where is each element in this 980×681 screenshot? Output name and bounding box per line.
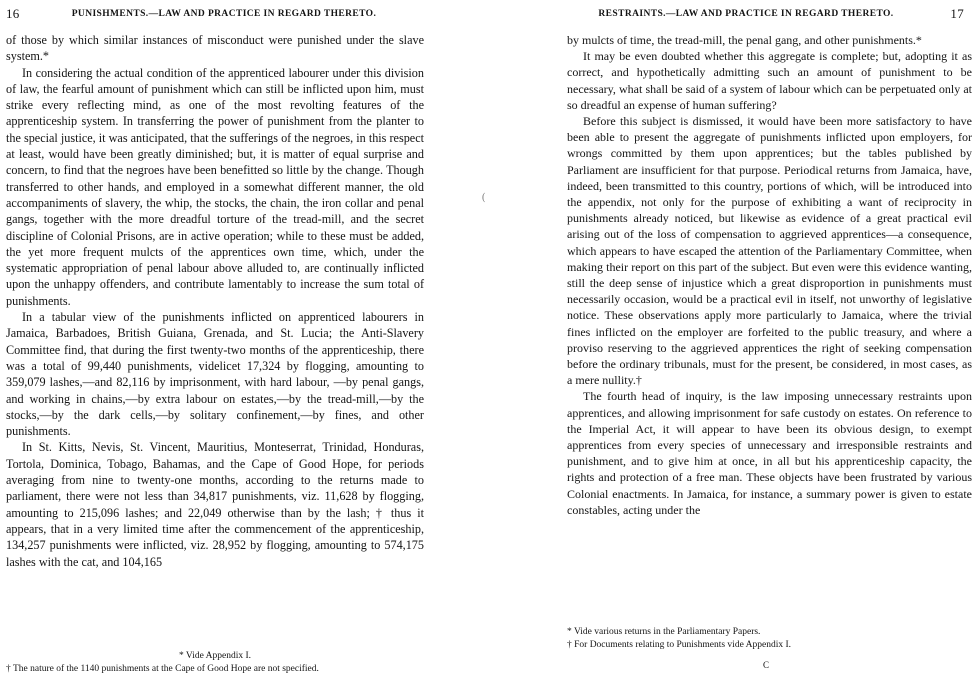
left-paragraph-2: In considering the actual condition of the apprenticed labourer under this division of law, the fearful amount of punishment which can still be inflicted upon him, must strike every reflecting mind, as one of the most revolting features of the apprenticeship system. In transferring the power of punishment from the planter to the special justice, it was anticipated, that the sufferings of the negroes, in this respect at least, would have been greatly diminished; but, it is matter of equal surprise and concern, to find that the negroes have been benefitted so little by the change. Though transferred to other hands, and employed in a somewhat different manner, the old accompaniments of slavery, the whip, the stocks, the chain, the iron collar and penal gangs, together with the more dreadful torture of the tread-mill, and the secret discipline of Colonial Prisons, are in active operation; while to these must be added, the yet more frequent mulcts of the apprentices own time, which, under the systematic appropriation of penal labour above alluded to, are continually inflicted upon the unhappy offenders, and contribute lamentably to increase the sum total of punishments. <box>6 65 424 308</box>
right-footnote-1: * Vide various returns in the Parliamentary Papers. <box>567 627 761 637</box>
left-footnote-1: * Vide Appendix I. <box>178 651 252 661</box>
right-paragraph-1: by mulcts of time, the tread-mill, the penal gang, and other punishments.* <box>567 33 922 47</box>
left-page-number: 16 <box>6 6 20 21</box>
left-paragraph-4: In St. Kitts, Nevis, St. Vincent, Mauritius, Monteserrat, Trinidad, Honduras, Tortola, Dominica, Tobago, Bahamas, and the Cape of Good Hope, for periods averaging from nine to twenty-one months, according to the returns made to parliament, there were not less than 34,817 punishments, viz. 11,628 by flogging, amounting to 215,096 lashes; and 22,049 otherwise than by the lash; † thus it appears, that in a very limited time after the commencement of the apprenticeship, 134,257 punishments were inflicted, viz. 28,952 by flogging, amounting to 574,175 lashes with the cat, and 104,165 <box>6 440 424 569</box>
right-footnote-2: † For Documents relating to Punishments vide Appendix I. <box>567 640 792 650</box>
right-page-number: 17 <box>950 6 964 21</box>
right-body-text <box>556 26 976 518</box>
left-page <box>0 0 448 681</box>
right-paragraph-2: It may be even doubted whether this aggregate is complete; but, adopting it as correct, and hypothetically admitting such an amount of punishment to be necessary, what shall be said of a system of labour which can be perpetuated only at so dreadful an expense of human suffering? <box>567 49 972 112</box>
left-footnotes <box>6 650 424 676</box>
left-paragraph-3: In a tabular view of the punishments inflicted on apprenticed labourers in Jamaica, Barbadoes, British Guiana, Grenada, and St. Lucia; the Anti-Slavery Committee find, that during the first twenty-two months of the apprenticeship, there was a total of 99,440 punishments, videlicet 17,324 by flogging, amounting to 359,079 lashes,—and 82,116 by imprisonment, with hard labour, —by penal gangs, and working in chains,—by extra labour on estates,—by the tread-mill,—by the stocks,—by the dark cells,—by solitary confinement,—by fines, and other punishments. <box>6 310 424 439</box>
right-footnotes <box>567 626 972 652</box>
right-running-head <box>556 4 976 26</box>
right-running-title: RESTRAINTS.—LAW AND PRACTICE IN REGARD THERETO. <box>598 9 894 19</box>
left-running-head <box>0 4 448 26</box>
left-paragraph-1: of those by which similar instances of misconduct were punished under the slave system.* <box>6 33 424 64</box>
right-paragraph-4: The fourth head of inquiry, is the law imposing unnecessary restraints upon apprentices, and allowing imprisonment for safe custody on estates. On reference to the Imperial Act, it will appear to have been its obvious design, to exempt apprentices from every species of unnecessary and irresponsible restraints and punishment, and to give him at once, in all but his apprenticeship capacity, the rights and protection of a free man. These objects have been frustrated by various Colonial enactments. In Jamaica, for instance, a summary power is given to estate constables, acting under the <box>567 389 972 517</box>
right-page <box>556 0 976 681</box>
right-paragraph-3: Before this subject is dismissed, it would have been more satisfactory to have been able to present the aggregate of punishments inflicted upon employers, for wrongs committed by them upon apprentices; but the tables published by Parliament are insufficient for that purpose. Periodical returns from Jamaica, have, indeed, been transmitted to this country, portions of which, will be introduced into the appendix, not only for the purpose of exhibiting a want of reciprocity in punishments already noticed, but likewise as evidence of a great practical evil arising out of the loss of compensation to aggrieved apprentices—a consequence, which appears to have escaped the attention of the Parliamentary Committee, when making their report on this part of the subject. But even were this evidence wanting, still the deep sense of injustice which a great disproportion in punishments must necessarily occasion, would be a practical evil in itself, not unworthy of legislative notice. These observations apply more particularly to Jamaica, where the trivial fines inflicted on the employer are forfeited to the public treasury, and where a proviso reserving to the aggrieved apprentices the right of seeking compensation before the ordinary tribunals, must for the present, be considered, in most cases, as a mere nullity.† <box>567 114 972 388</box>
left-running-title: PUNISHMENTS.—LAW AND PRACTICE IN REGARD THERETO. <box>71 9 377 19</box>
left-body-text <box>0 26 448 570</box>
left-footnote-2: † The nature of the 1140 punishments at the Cape of Good Hope are not specified. <box>6 664 319 674</box>
signature-mark: C <box>762 660 769 670</box>
gutter-mark: ( <box>482 192 486 203</box>
